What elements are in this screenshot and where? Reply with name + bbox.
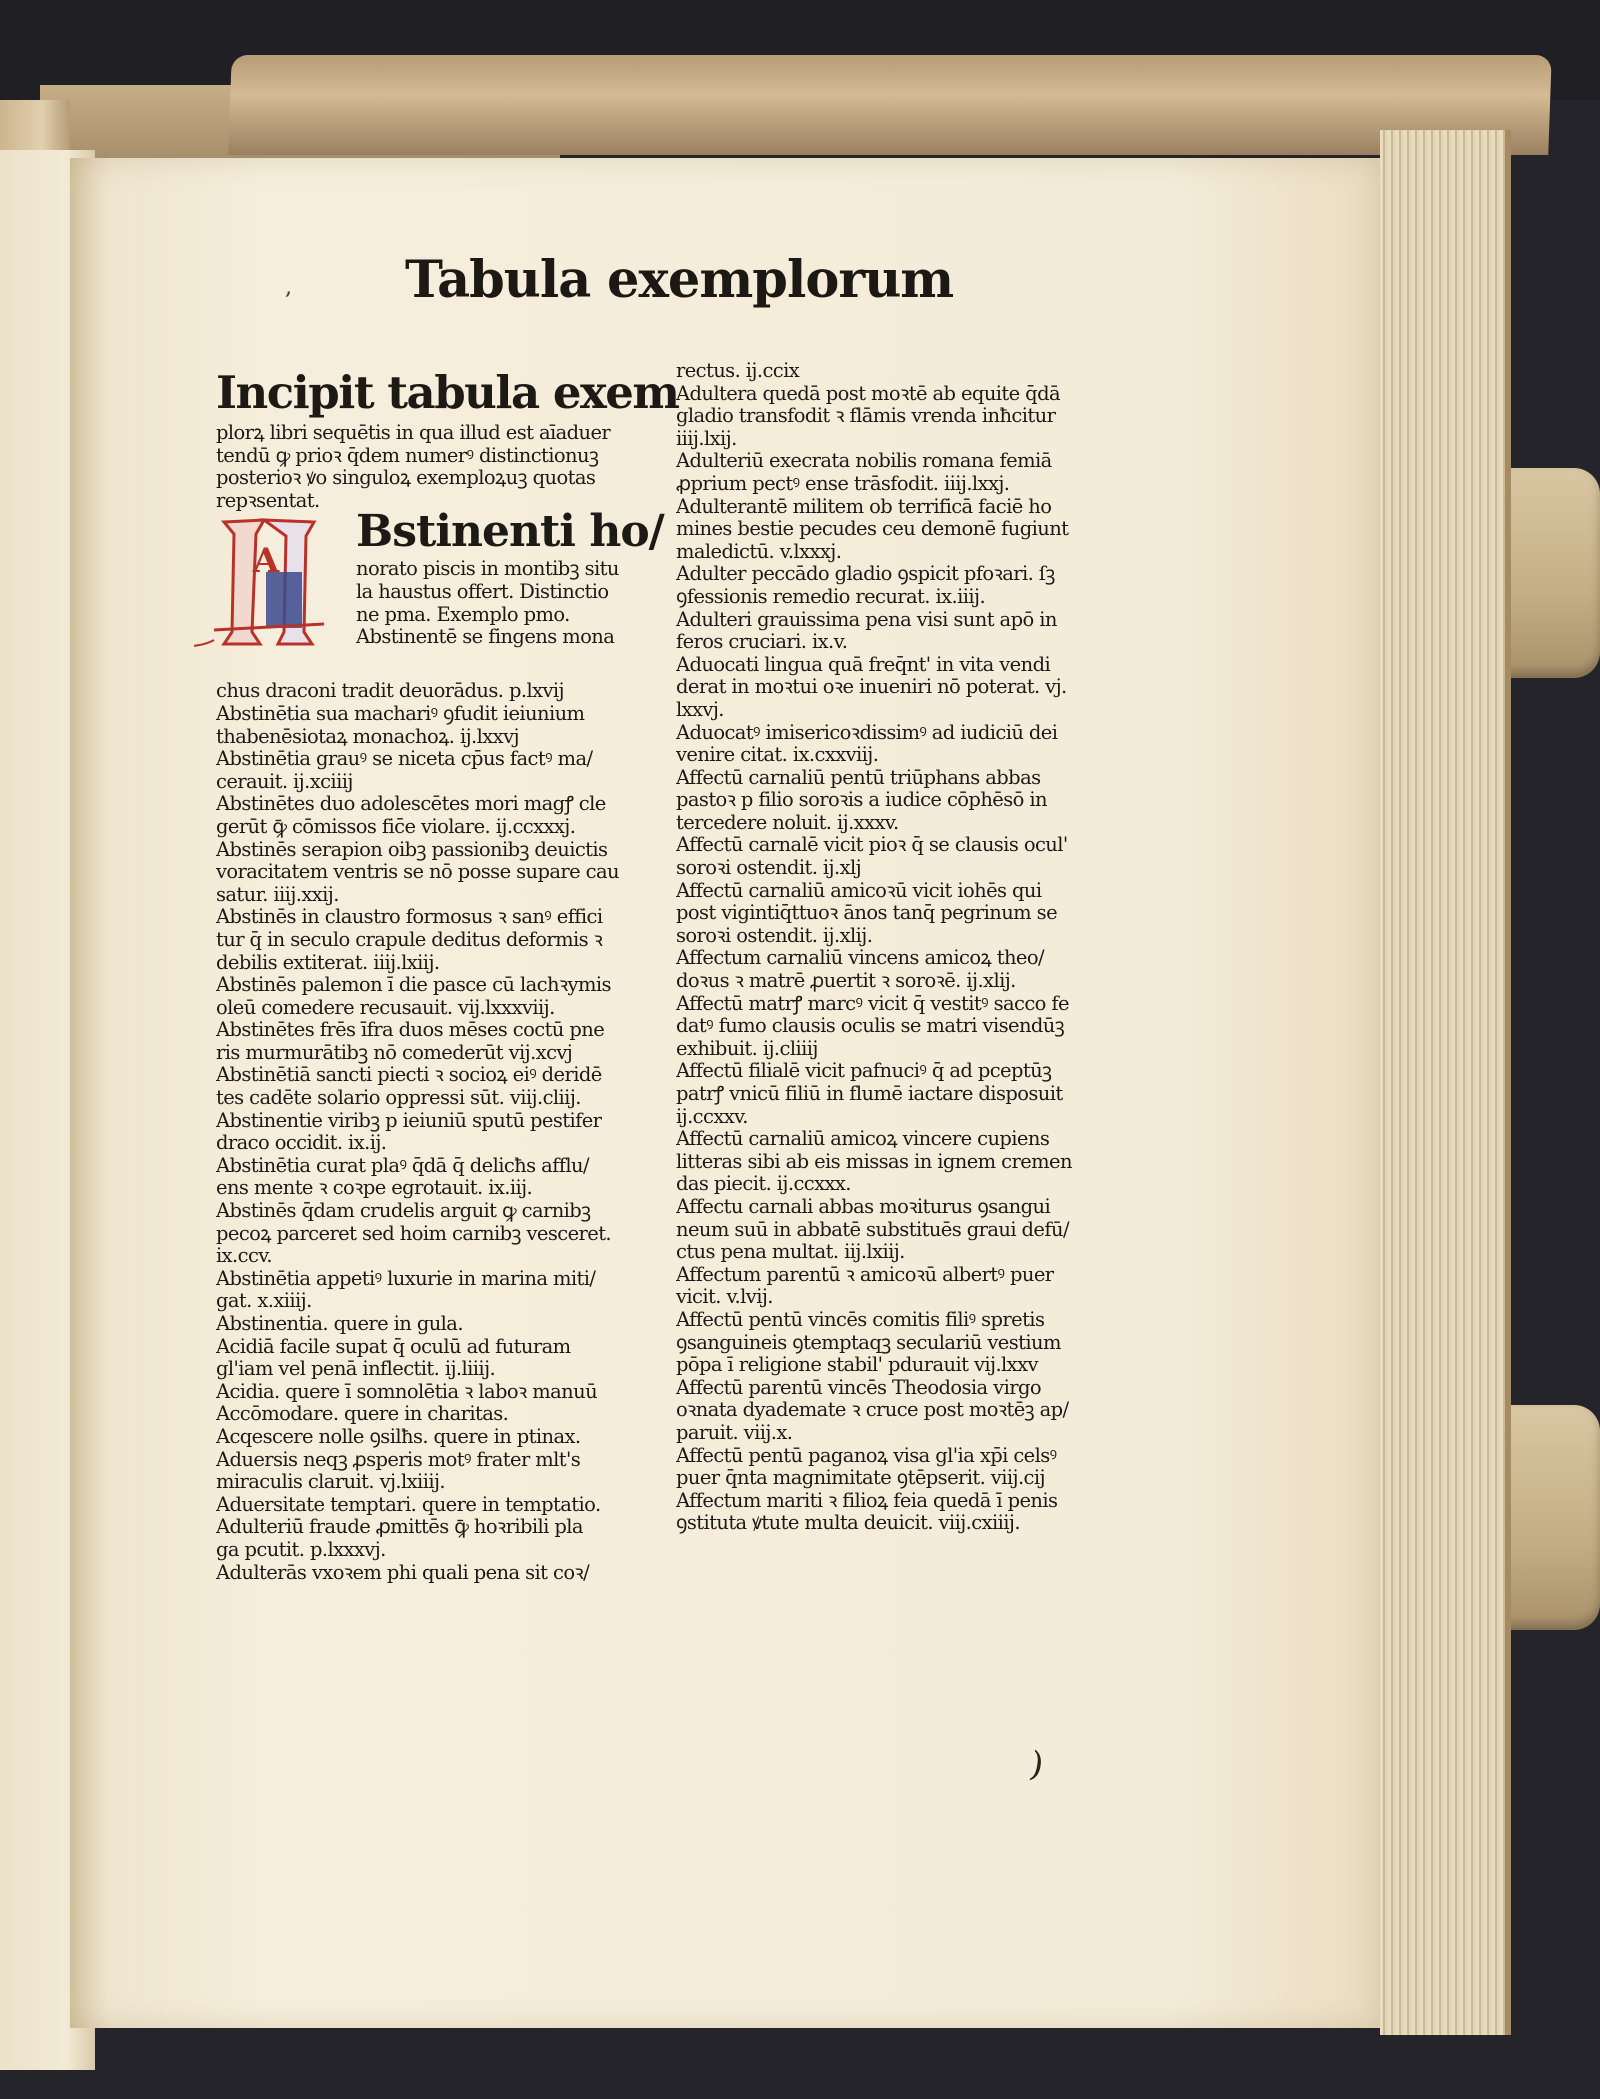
index-entry-line: gl'iam vel penā inflectit. ij.liiij. bbox=[216, 1358, 496, 1381]
index-entry-line: Abstinentie viribꝫ p ieiuniū sputū pestifer bbox=[216, 1109, 602, 1132]
index-entry-line: Abstinētia sua machariꝰ ꝯfudit ieiunium bbox=[216, 702, 585, 725]
index-entry-line: Affectū carnaliū amicoꝝ vincere cupiens bbox=[676, 1128, 1050, 1151]
intro-line: tendū ꝙ prioꝛ q̄dem numerꝰ distinctionuꝫ bbox=[216, 444, 599, 467]
index-entry-line: Abstinēs in claustro formosus ꝛ sanꝰ effici bbox=[216, 906, 603, 929]
index-entry-line: oleū comedere recusauit. vij.lxxxviij. bbox=[216, 996, 555, 1019]
index-entry-line: Affectū carnalē vicit pioꝛ q̄ se clausis ocul' bbox=[676, 834, 1068, 857]
initial-line: la haustus offert. Distinctio bbox=[356, 580, 609, 603]
index-entry-line: ꝯfessionis remedio recurat. ix.iiij. bbox=[676, 585, 986, 608]
index-entry-line: patrꝭ vnicū filiū in flumē iactare disposuit bbox=[676, 1083, 1063, 1105]
index-entry-line: Abstinēs serapion oibꝫ passionibꝫ deuictis bbox=[216, 838, 608, 861]
index-entry-line: Affectū carnaliū amicoꝛū vicit iohēs qui bbox=[676, 879, 1042, 902]
index-entry-line: rectus. ij.ccix bbox=[676, 360, 800, 382]
index-entry-line: Abstinētes frēs īfra duos mēses coctū pne bbox=[216, 1019, 605, 1042]
ink-flourish: ) bbox=[1026, 1744, 1047, 1786]
index-entry-line: debilis extiterat. iiij.lxiij. bbox=[216, 951, 440, 974]
index-entry-line: voracitatem ventris se nō posse supare cau bbox=[216, 861, 619, 884]
index-entry-line: Aduocatꝰ imisericoꝛdissimꝰ ad iudiciū dei bbox=[676, 721, 1058, 744]
index-entry-line: Abstinētiā sancti piecti ꝛ socioꝝ eiꝰ deridē bbox=[216, 1064, 602, 1087]
index-entry-line: Adulteriū execrata nobilis romana femiā bbox=[676, 450, 1052, 473]
intro-line: repꝛsentat. bbox=[216, 489, 320, 512]
index-entry-line: Affectū filialē vicit pafnuciꝰ q̄ ad pceptūꝫ bbox=[676, 1060, 1052, 1083]
index-entry-line: Abstinētia appetiꝰ luxurie in marina miti/ bbox=[216, 1267, 596, 1290]
initial-letter: A bbox=[252, 541, 280, 582]
index-entry-line: datꝰ fumo clausis oculis se matri visendūꝫ bbox=[676, 1015, 1065, 1038]
right-entry-list bbox=[676, 360, 1108, 1535]
page-block-edge bbox=[1380, 130, 1511, 2035]
index-entry-line: ij.ccxxv. bbox=[676, 1105, 748, 1128]
index-entry-line: Acqescere nolle ꝯsilħs. quere in ptinax. bbox=[216, 1425, 581, 1448]
intro-line: posterioꝛ ꝟo singuloꝝ exemploꝝuꝫ quotas bbox=[216, 467, 596, 490]
index-entry-line: tur q̄ in seculo crapule deditus deformis ꝛ bbox=[216, 928, 603, 951]
index-entry-line: vicit. v.lvij. bbox=[676, 1286, 773, 1309]
index-entry-line: post vigintiq̄ttuoꝛ ānos tanq̄ pegrinum se bbox=[676, 902, 1058, 925]
index-entry-line: Abstinentia. quere in gula. bbox=[216, 1313, 463, 1335]
top-cover-edge bbox=[228, 55, 1551, 155]
index-entry-line: Abstinēs palemon ī die pasce cū lachꝛymis bbox=[216, 974, 611, 997]
index-entry-line: miraculis claruit. vj.lxiiij. bbox=[216, 1471, 446, 1494]
index-entry-line: doꝛus ꝛ matrē ꝓuertit ꝛ soroꝛē. ij.xlij. bbox=[676, 970, 1016, 993]
index-entry-line: Accōmodare. quere in charitas. bbox=[216, 1403, 509, 1426]
index-entry-line: pōpa ī religione stabil' pdurauit vij.lxxv bbox=[676, 1354, 1038, 1377]
index-entry-line: Adulter peccādo gladio ꝯspicit pfoꝛari. ſꝫ bbox=[676, 563, 1055, 586]
index-entry-line: Adulterantē militem ob terrificā faciē ho bbox=[676, 495, 1052, 518]
right-column bbox=[676, 360, 1108, 1535]
index-entry-line: oꝛnata dyademate ꝛ cruce post moꝛtēꝫ ap/ bbox=[676, 1399, 1069, 1422]
index-entry-line: Acidiā facile supat q̄ oculū ad futuram bbox=[216, 1335, 571, 1358]
index-entry-line: ris murmurātibꝫ nō comederūt vij.xcvj bbox=[216, 1041, 573, 1064]
initial-line: Abstinentē se fingens mona bbox=[356, 626, 615, 649]
index-entry-line: Abstinēs q̄dam crudelis arguit ꝙ carnibꝫ bbox=[216, 1200, 591, 1223]
index-entry-line: Adulteriū fraude ꝓmittēs ꝙ̄ hoꝛribili pla bbox=[216, 1516, 583, 1539]
initial-lines bbox=[356, 558, 656, 648]
index-entry-line: chus draconi tradit deuorādus. p.lxvij bbox=[216, 680, 564, 703]
index-entry-line: tercedere noluit. ij.xxxv. bbox=[676, 811, 899, 834]
index-entry-line: ens mente ꝛ coꝛpe egrotauit. ix.iij. bbox=[216, 1177, 533, 1200]
index-entry-line: das piecit. ij.ccxxx. bbox=[676, 1173, 851, 1196]
decorated-initial-block bbox=[216, 506, 664, 680]
index-entry-line: pecoꝝ parceret sed hoim carnibꝫ vesceret. bbox=[216, 1222, 612, 1245]
index-entry-line: Affectum mariti ꝛ filioꝝ feia quedā ī penis bbox=[676, 1489, 1058, 1512]
index-entry-line: ga pcutit. p.lxxxvj. bbox=[216, 1538, 386, 1561]
index-entry-line: ꝓprium pectꝰ ense trāsfodit. iiij.lxxj. bbox=[676, 472, 1010, 495]
initial-line: norato piscis in montibꝫ situ bbox=[356, 558, 619, 581]
initial-line: ne pma. Exemplo pmo. bbox=[356, 603, 570, 626]
index-entry-line: gerūt ꝙ̄ cōmissos fic̄e violare. ij.ccxxxj. bbox=[216, 815, 576, 838]
index-entry-line: satur. iiij.xxij. bbox=[216, 883, 339, 906]
index-entry-line: soroꝛi ostendit. ij.xlj bbox=[676, 857, 862, 880]
index-entry-line: paruit. viij.x. bbox=[676, 1421, 793, 1444]
index-entry-line: thabenēsiotaꝝ monachoꝝ. ij.lxxvj bbox=[216, 725, 519, 748]
intro-paragraph bbox=[216, 422, 656, 512]
incipit-heading: Incipit tabula exem bbox=[216, 366, 679, 419]
index-entry-line: Aduersitate temptari. quere in temptatio. bbox=[216, 1493, 601, 1516]
index-entry-line: feros cruciari. ix.v. bbox=[676, 631, 848, 654]
index-entry-line: iiij.lxij. bbox=[676, 427, 737, 450]
index-entry-line: Affectū matrꝭ marcꝰ vicit q̄ vestitꝰ sacco fe bbox=[676, 992, 1069, 1015]
index-entry-line: gat. x.xiiij. bbox=[216, 1290, 312, 1313]
index-entry-line: neum suū in abbatē substituēs graui defū/ bbox=[676, 1218, 1069, 1241]
index-entry-line: Affectū parentū vincēs Theodosia virgo bbox=[676, 1376, 1041, 1399]
index-entry-line: Aduocati lingua quā freq̄nt' in vita vendi bbox=[676, 653, 1051, 676]
index-entry-line: soroꝛi ostendit. ij.xlij. bbox=[676, 924, 873, 947]
index-entry-line: Abstinētes duo adolescētes mori magꝭ cle bbox=[216, 793, 606, 816]
index-entry-line: ꝯsanguineis ꝯtemptaqꝫ seculariū vestium bbox=[676, 1331, 1061, 1354]
initial-word: Bstinenti ho/ bbox=[356, 506, 664, 558]
index-entry-line: litteras sibi ab eis missas in ignem cremen bbox=[676, 1150, 1072, 1173]
index-entry-line: tes cadēte solario oppressi sūt. viij.cliij. bbox=[216, 1087, 581, 1110]
index-entry-line: Abstinētia grauꝰ se niceta cp̄us factꝰ ma/ bbox=[216, 748, 593, 771]
index-entry-line: lxxvj. bbox=[676, 698, 724, 721]
index-entry-line: venire citat. ix.cxxviij. bbox=[676, 744, 879, 767]
index-entry-line: Aduersis neqꝫ ꝓsperis motꝰ frater mlt's bbox=[216, 1448, 581, 1471]
index-entry-line: puer q̄nta magnimitate ꝯtēpserit. viij.cij bbox=[676, 1467, 1045, 1490]
index-entry-line: Affectū carnaliū pentū triūphans abbas bbox=[676, 766, 1041, 789]
index-entry-line: pastoꝛ p filio soroꝛis a iudice cōphēsō in bbox=[676, 789, 1047, 812]
index-entry-line: Adulteri grauissima pena visi sunt apō in bbox=[676, 608, 1057, 631]
running-head: Tabula exemplorum bbox=[405, 250, 954, 310]
index-entry-line: derat in moꝛtui oꝛe inueniri nō poterat. vj. bbox=[676, 676, 1067, 699]
index-entry-line: cerauit. ij.xciiij bbox=[216, 770, 353, 793]
intro-line: plorꝝ libri sequētis in qua illud est aīaduer bbox=[216, 422, 611, 444]
index-entry-line: Acidia. quere ī somnolētia ꝛ laboꝛ manuū bbox=[216, 1380, 598, 1403]
rubricated-initial-a bbox=[194, 512, 334, 662]
left-entry-list bbox=[216, 680, 656, 1584]
index-entry-line: mines bestie pecudes ceu demonē fugiunt bbox=[676, 518, 1069, 541]
index-entry-line: maledictū. v.lxxxj. bbox=[676, 540, 842, 563]
index-entry-line: exhibuit. ij.cliiij bbox=[676, 1037, 818, 1060]
ink-mark: , bbox=[285, 275, 292, 300]
index-entry-line: Affectum carnaliū vincens amicoꝝ theo/ bbox=[676, 947, 1044, 970]
index-entry-line: Adultera quedā post moꝛtē ab equite q̄dā bbox=[676, 382, 1060, 405]
index-entry-line: Affectū pentū paganoꝝ visa gl'ia xp̄i celsꝰ bbox=[676, 1444, 1057, 1467]
index-entry-line: Abstinētia curat plaꝰ q̄dā q̄ delicħs afflu/ bbox=[216, 1154, 589, 1177]
index-entry-line: Affectum parentū ꝛ amicoꝛū albertꝰ puer bbox=[676, 1263, 1054, 1286]
index-entry-line: Affectu carnali abbas moꝛiturus ꝯsangui bbox=[676, 1195, 1051, 1218]
index-entry-line: Affectū pentū vincēs comitis filiꝰ spretis bbox=[676, 1308, 1045, 1331]
index-entry-line: ꝯstituta ꝟtute multa deuicit. viij.cxiiij. bbox=[676, 1512, 1020, 1535]
index-entry-line: ctus pena multat. iij.lxiij. bbox=[676, 1241, 905, 1264]
index-entry-line: ix.ccv. bbox=[216, 1245, 272, 1268]
left-column bbox=[216, 366, 679, 1584]
index-entry-line: draco occidit. ix.ij. bbox=[216, 1132, 387, 1155]
index-entry-line: Adulterās vxoꝛem phi quali pena sit coꝛ/ bbox=[216, 1561, 590, 1584]
index-entry-line: gladio transfodit ꝛ flāmis vrenda inħcitur bbox=[676, 405, 1056, 428]
